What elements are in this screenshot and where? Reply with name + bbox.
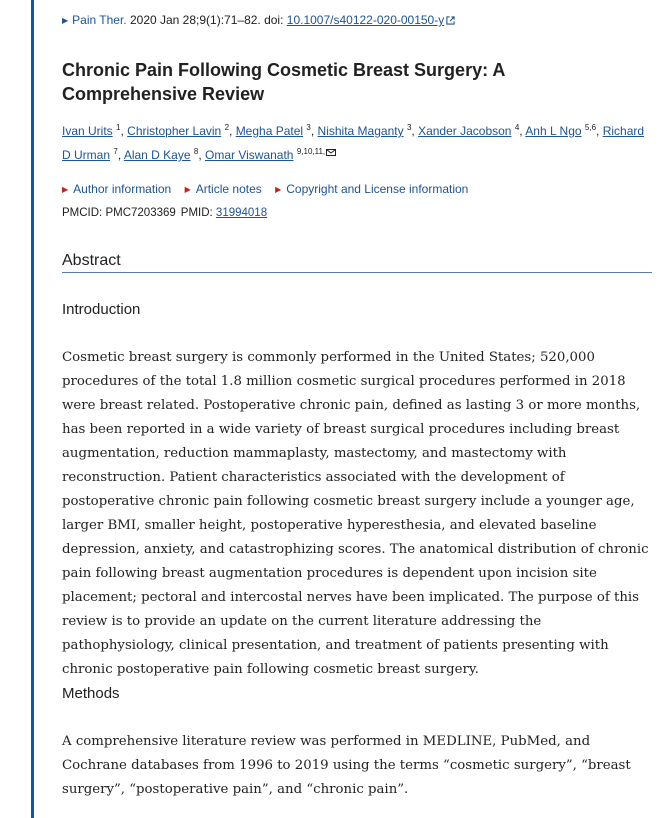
left-accent-bar xyxy=(31,0,34,818)
pmid-link[interactable]: 31994018 xyxy=(215,207,268,219)
author-information-toggle[interactable] xyxy=(62,182,171,196)
pmid-label: PMID: xyxy=(180,207,216,219)
citation-line xyxy=(62,13,455,27)
author-affiliation: 8 xyxy=(193,147,199,156)
triangle-icon: ▶ xyxy=(62,185,69,194)
article-info-row xyxy=(62,182,478,196)
author-link[interactable]: Ivan Urits xyxy=(62,124,113,138)
author-link[interactable]: Richard D Urman xyxy=(62,124,645,162)
author-link[interactable]: Anh L Ngo xyxy=(525,124,582,138)
pmcid-label: PMCID: xyxy=(62,207,106,219)
author-link[interactable]: Megha Patel xyxy=(235,124,304,138)
citation-details: 2020 Jan 28;9(1):71–82. doi: xyxy=(126,13,287,27)
author-information-label: Author information xyxy=(73,182,172,196)
author-link[interactable]: Xander Jacobson xyxy=(418,124,512,138)
article-notes-toggle[interactable] xyxy=(185,182,262,196)
copyright-license-label: Copyright and License information xyxy=(286,182,469,196)
expand-triangle-icon[interactable]: ▶ xyxy=(62,16,69,25)
introduction-heading: Introduction xyxy=(62,301,141,318)
pmcid-value: PMC7203369 xyxy=(105,207,176,219)
author-affiliation: 4 xyxy=(514,123,520,132)
author-affiliation: 7 xyxy=(113,147,118,156)
introduction-paragraph: Cosmetic breast surgery is commonly performed in the United States; 520,000 procedures of the total 1.8 million cosmetic surgical procedures performed in 2018 were breast related. Postoperative chronic pain, defined as lasting 3 or more months, has been reported in a wide variety of breast surgical procedures including breast augmentation, reduction mammaplasty, mastectomy, and mastectomy with reconstruction. Patient characteristics associated with the development of postoperative chronic pain following cosmetic breast surgery include a younger age, larger BMI, smaller height, postoperative hyperesthesia, and elevated baseline depression, anxiety, and catastrophizing scores. The anatomical distribution of chronic pain following breast augmentation procedures is dependent upon incision site placement; pectoral and intercostal nerves have been implicated. The purpose of this review is to provide an update on the current literature addressing the pathophysiology, clinical presentation, and treatment of patients presenting with chronic postoperative pain following cosmetic breast surgery. xyxy=(62,350,649,677)
article-ids xyxy=(62,207,267,219)
triangle-icon: ▶ xyxy=(275,185,282,194)
author-affiliation: 1 xyxy=(116,123,121,132)
methods-paragraph: A comprehensive literature review was performed in MEDLINE, PubMed, and Cochrane databases from 1996 to 2019 using the terms “cosmetic surgery”, “breast surgery”, “postoperative pain”, and “chronic pain”. xyxy=(62,734,631,797)
author-link[interactable]: Alan D Kaye xyxy=(123,148,191,162)
external-link-icon[interactable] xyxy=(446,16,455,25)
author-link[interactable]: Omar Viswanath xyxy=(205,148,294,162)
author-affiliation: 3 xyxy=(306,123,311,132)
envelope-icon[interactable] xyxy=(326,149,336,156)
author-list: Ivan Urits $^1$, Christopher Lavin $^2$, Megha Patel $^3$, Nishita Maganty $^3$, Xander Jacobson $^4$, Anh L Ngo $^{5,6}$, Richard D Urman $^7$, Alan D Kaye $^8$, Omar Viswanath $^{9,10,11,}$ xyxy=(62,123,645,162)
journal-link[interactable]: Pain Ther. xyxy=(72,13,127,27)
copyright-license-toggle[interactable] xyxy=(275,182,468,196)
author-affiliation: 3 xyxy=(406,123,412,132)
author-affiliation: 2 xyxy=(224,123,230,132)
author-affiliation: 9,10,11, xyxy=(296,147,326,156)
article-notes-label: Article notes xyxy=(195,182,262,196)
triangle-icon: ▶ xyxy=(184,185,191,194)
author-link[interactable]: Nishita Maganty xyxy=(317,124,404,138)
author-affiliation: 5,6 xyxy=(584,123,597,132)
author-link[interactable]: Christopher Lavin xyxy=(127,124,222,138)
methods-heading: Methods xyxy=(62,685,120,702)
article-title: Chronic Pain Following Cosmetic Breast Surgery: A Comprehensive Review xyxy=(62,60,505,104)
abstract-heading: Abstract xyxy=(62,252,652,273)
doi-link[interactable]: 10.1007/s40122-020-00150-y xyxy=(286,13,445,27)
